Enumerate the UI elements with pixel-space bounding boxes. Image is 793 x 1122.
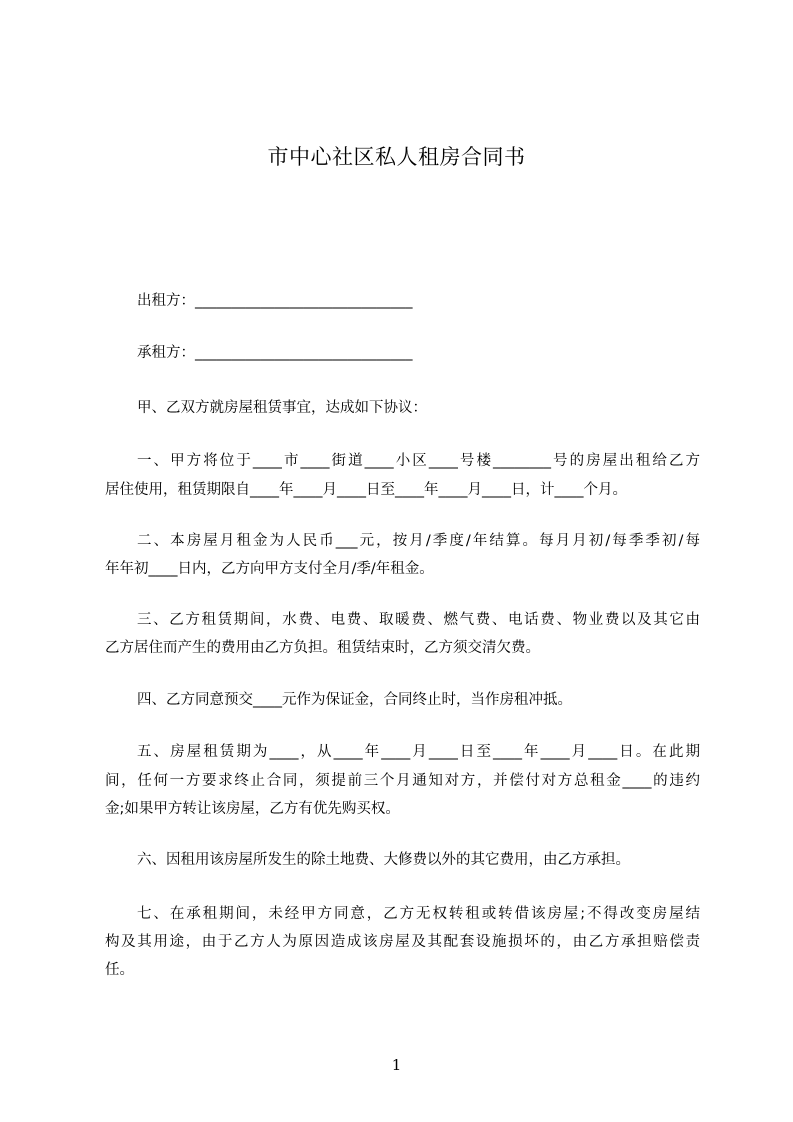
clause-7-line-1: 七、在承租期间，未经甲方同意，乙方无权转租或转借该房屋;不得改变房屋结 — [137, 906, 700, 922]
page-number: 1 — [391, 1056, 402, 1074]
clause-7-line-2: 构及其用途，由于乙方人为原因造成该房屋及其配套设施损坏的，由乙方承担赔偿责 — [105, 934, 700, 950]
intro-line: 甲、乙双方就房屋租赁事宜，达成如下协议： — [137, 400, 427, 416]
lessor-line: 出租方：______________________________ — [137, 293, 413, 309]
clause-4-line: 四、乙方同意预交____元作为保证金，合同终止时，当作房租冲抵。 — [137, 692, 572, 708]
clause-1-line-1: 一、甲方将位于____市____街道____小区____号楼________号的房屋出租给乙方 — [137, 453, 700, 469]
clause-5-line-2: 间，任何一方要求终止合同，须提前三个月通知对方，并偿付对方总租金____的违约 — [105, 773, 700, 789]
clause-3-line-2: 乙方居住而产生的费用由乙方负担。租赁结束时，乙方须交清欠费。 — [105, 640, 540, 656]
clause-7-line-3: 任。 — [105, 962, 134, 978]
clause-3-line-1: 三、乙方租赁期间，水费、电费、取暖费、燃气费、电话费、物业费以及其它由 — [137, 612, 700, 628]
clause-2-line-1: 二、本房屋月租金为人民币___元，按月/季度/年结算。每月月初/每季季初/每 — [137, 533, 700, 549]
clause-5-line-3: 金;如果甲方转让该房屋，乙方有优先购买权。 — [105, 801, 400, 817]
clause-1-line-2: 居住使用，租赁期限自____年____月____日至____年____月____日，计____个月。 — [105, 482, 627, 498]
clause-6-line: 六、因租用该房屋所发生的除土地费、大修费以外的其它费用，由乙方承担。 — [137, 852, 630, 868]
clause-5-line-1: 五、房屋租赁期为____，从____年____月____日至____年____月____日。在此期 — [137, 744, 700, 760]
document-title: 市中心社区私人租房合同书 — [267, 145, 526, 169]
clause-2-line-2: 年年初____日内，乙方向甲方支付全月/季/年租金。 — [105, 561, 434, 577]
lessee-line: 承租方：______________________________ — [137, 345, 413, 361]
